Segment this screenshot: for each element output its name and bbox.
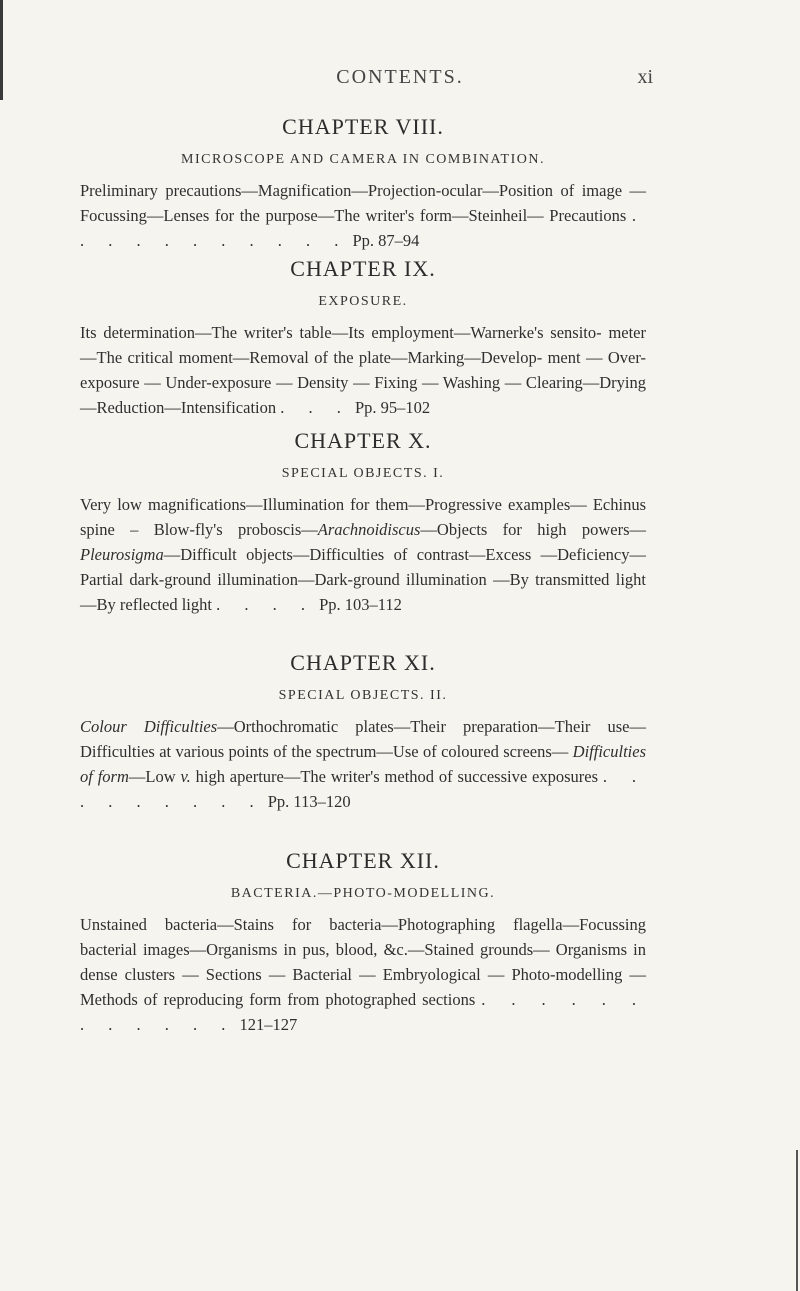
running-title: CONTENTS.	[336, 66, 464, 88]
summary-italic: v.	[180, 767, 191, 786]
chapter-title: CHAPTER X.	[294, 428, 432, 453]
chapter-11	[80, 650, 646, 814]
chapter-10	[80, 428, 646, 617]
summary-italic: Colour Difficulties	[80, 717, 218, 736]
chapter-summary	[80, 320, 646, 420]
chapter-title: CHAPTER XII.	[286, 848, 440, 873]
summary-text: Its determination—The writer's table—Its employment—Warnerke's sensito- meter—The critical moment—Removal of the plate—Marking—Develop- ment — Over-exposure — Under-exposure — Density — Fixing — Washing — Clearing—Drying—Reduction—Intensification	[80, 323, 646, 417]
page-range: Pp. 87–94	[352, 231, 420, 250]
leader-dots: . . . .	[216, 595, 315, 614]
summary-text: —Low	[128, 767, 181, 786]
page-number: xi	[637, 66, 653, 88]
page-range: Pp. 95–102	[355, 398, 431, 417]
summary-italic: Arachnoidiscus	[317, 520, 421, 539]
summary-text: —Orthochromatic plates—Their preparation—Their use— Difficulties at various points of the spectrum—Use of coloured screens—	[80, 717, 646, 761]
chapter-summary	[80, 714, 646, 814]
summary-text: Unstained bacteria—Stains for bacteria—Photographing flagella—Focussing bacterial images—Organisms in pus, blood, &c.—Stained grounds— Organisms in dense clusters — Sections — Bacterial — Embryological — Photo-modelling — Methods of reproducing form from photographed sections	[80, 915, 646, 1009]
summary-text: —Difficult objects—Difficulties of contrast—Excess —Deficiency—Partial dark-ground illumination—Dark-ground illumination —By transmitted light—By reflected light	[80, 545, 646, 614]
page-range: 121–127	[239, 1015, 298, 1034]
summary-italic: Pleurosigma	[80, 545, 164, 564]
chapter-12	[80, 848, 646, 1037]
running-head	[0, 66, 800, 96]
leader-dots: . . . . . . . . . . .	[80, 206, 646, 250]
page-range: Pp. 113–120	[267, 792, 351, 811]
chapter-subtitle: SPECIAL OBJECTS. II.	[278, 688, 448, 703]
chapter-summary	[80, 492, 646, 617]
summary-text: high aperture—The writer's method of successive exposures	[190, 767, 599, 786]
chapter-title: CHAPTER VIII.	[282, 114, 444, 139]
summary-italic: Difficulties of form	[80, 742, 646, 786]
chapter-subtitle: BACTERIA.—PHOTO-MODELLING.	[230, 886, 496, 901]
chapter-summary	[80, 912, 646, 1037]
page-range: Pp. 103–112	[319, 595, 402, 614]
summary-text: —Objects for high powers—	[420, 520, 646, 539]
chapter-subtitle: SPECIAL OBJECTS. I.	[281, 466, 445, 481]
chapter-title: CHAPTER XI.	[290, 650, 436, 675]
leader-dots: . . . . . . . . .	[80, 767, 647, 811]
chapter-summary	[80, 178, 646, 253]
chapter-subtitle: MICROSCOPE AND CAMERA IN COMBINATION.	[181, 152, 545, 167]
chapter-subtitle: EXPOSURE.	[318, 294, 408, 309]
page-edge-mark	[796, 1150, 798, 1291]
summary-text: Very low magnifications—Illumination for them—Progressive examples— Echinus spine – Blow-fly's proboscis—	[80, 495, 646, 539]
chapter-title: CHAPTER IX.	[290, 256, 436, 281]
chapter-8	[80, 114, 646, 253]
chapter-9	[80, 256, 646, 420]
summary-text: Preliminary precautions—Magnification—Projection-ocular—Position of image —Focussing—Lenses for the purpose—The writer's form—Steinheil— Precautions	[80, 181, 646, 225]
leader-dots: . . . . . . . . . . . .	[80, 990, 646, 1034]
leader-dots: . . .	[280, 398, 351, 417]
